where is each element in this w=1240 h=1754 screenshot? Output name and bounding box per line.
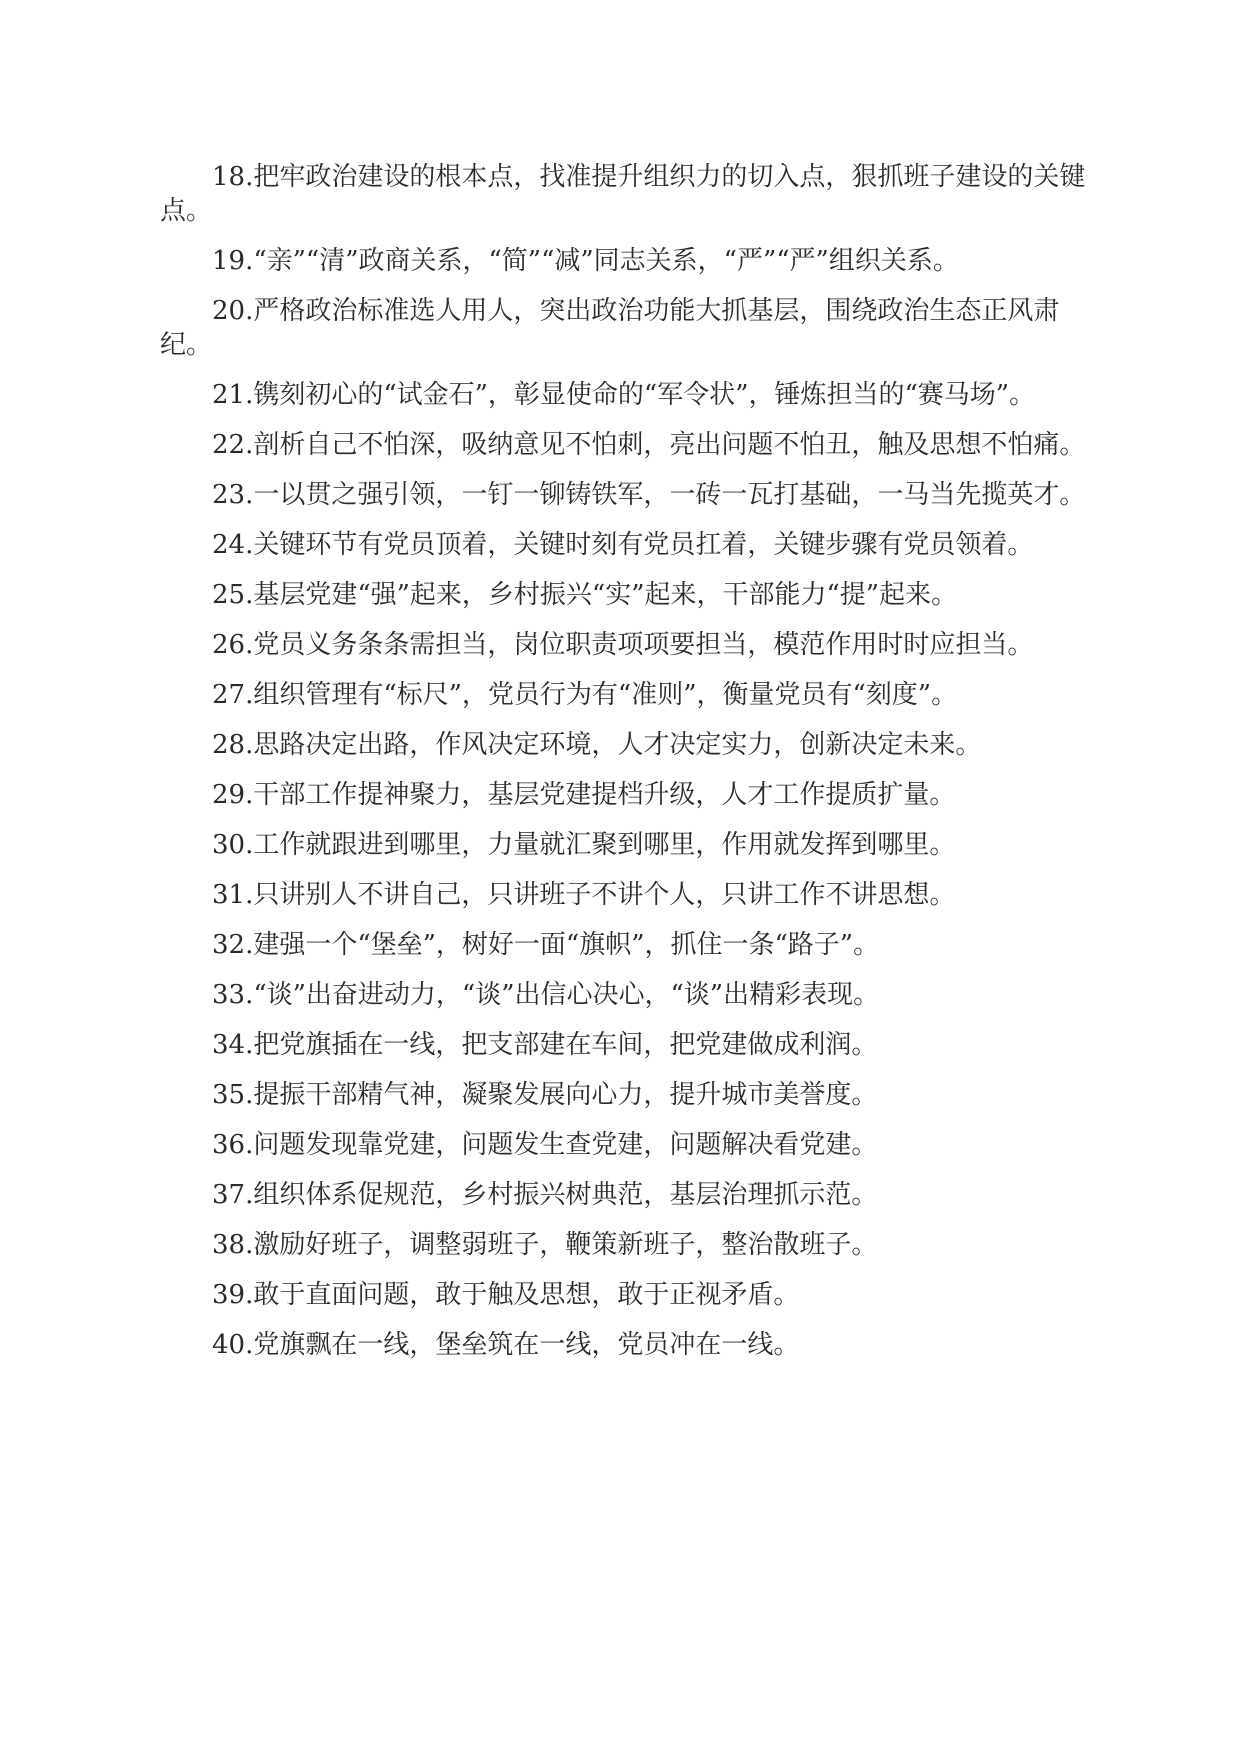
- list-item-29: 29.干部工作提神聚力，基层党建提档升级，人才工作提质扩量。: [212, 780, 956, 810]
- list-item-32: 32.建强一个“堡垒”，树好一面“旗帜”，抓住一条“路子”。: [212, 930, 880, 960]
- list-item-30: 30.工作就跟进到哪里，力量就汇聚到哪里，作用就发挥到哪里。: [212, 830, 956, 860]
- list-item-26: 26.党员义务条条需担当，岗位职责项项要担当，模范作用时时应担当。: [212, 630, 1034, 660]
- list-item-20: 20.严格政治标准选人用人，突出政治功能大抓基层，围绕政治生态正风肃纪。: [160, 296, 1060, 360]
- list-item-37: 37.组织体系促规范，乡村振兴树典范，基层治理抓示范。: [212, 1180, 878, 1210]
- list-item-39: 39.敢于直面问题，敢于触及思想，敢于正视矛盾。: [212, 1280, 800, 1310]
- list-item-18: 18.把牢政治建设的根本点，找准提升组织力的切入点，狠抓班子建设的关键点。: [160, 162, 1086, 226]
- list-item-38: 38.激励好班子，调整弱班子，鞭策新班子，整治散班子。: [212, 1230, 878, 1260]
- list-item-19: 19.“亲”“清”政商关系，“简”“减”同志关系，“严”“严”组织关系。: [212, 246, 959, 276]
- list-item-24: 24.关键环节有党员顶着，关键时刻有党员扛着，关键步骤有党员领着。: [212, 530, 1034, 560]
- list-item-22: 22.剖析自己不怕深，吸纳意见不怕刺，亮出问题不怕丑，触及思想不怕痛。: [212, 430, 1086, 460]
- list-item-28: 28.思路决定出路，作风决定环境，人才决定实力，创新决定未来。: [212, 730, 982, 760]
- list-item-27: 27.组织管理有“标尺”，党员行为有“准则”，衡量党员有“刻度”。: [212, 680, 958, 710]
- list-item-31: 31.只讲别人不讲自己，只讲班子不讲个人，只讲工作不讲思想。: [212, 880, 956, 910]
- list-item-33: 33.“谈”出奋进动力，“谈”出信心决心，“谈”出精彩表现。: [212, 980, 880, 1010]
- list-item-23: 23.一以贯之强引领，一钉一铆铸铁军，一砖一瓦打基础，一马当先揽英才。: [212, 480, 1086, 510]
- list-item-40: 40.党旗飘在一线，堡垒筑在一线，党员冲在一线。: [212, 1330, 800, 1360]
- list-item-21: 21.镌刻初心的“试金石”，彰显使命的“军令状”，锤炼担当的“赛马场”。: [212, 380, 1036, 410]
- list-item-36: 36.问题发现靠党建，问题发生查党建，问题解决看党建。: [212, 1130, 878, 1160]
- numbered-list: [160, 160, 1090, 1378]
- list-item-25: 25.基层党建“强”起来，乡村振兴“实”起来，干部能力“提”起来。: [212, 580, 958, 610]
- list-item-34: 34.把党旗插在一线，把支部建在车间，把党建做成利润。: [212, 1030, 878, 1060]
- list-item-35: 35.提振干部精气神，凝聚发展向心力，提升城市美誉度。: [212, 1080, 878, 1110]
